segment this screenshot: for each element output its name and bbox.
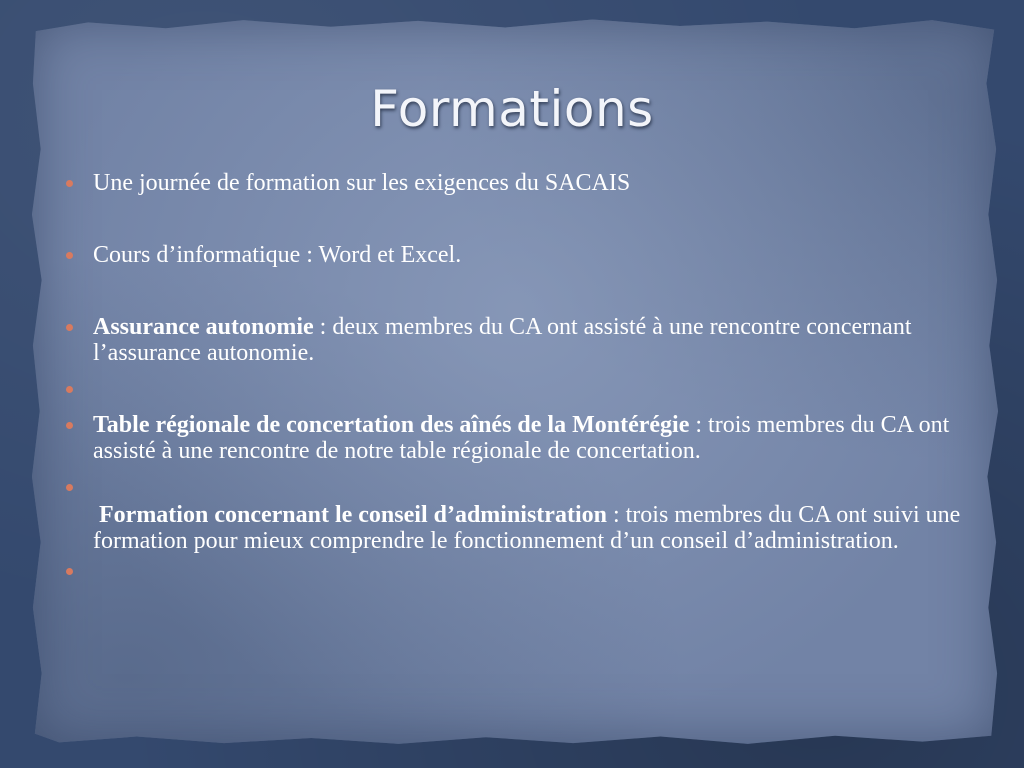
bullet-icon bbox=[66, 568, 73, 575]
bullet-bold-text: Formation concernant le conseil d’administration bbox=[99, 502, 607, 528]
list-item-empty bbox=[66, 558, 966, 584]
bullet-icon bbox=[66, 484, 73, 491]
list-item-empty bbox=[66, 376, 966, 402]
bullet-bold-text: Table régionale de concertation des aînés de la Montérégie bbox=[93, 412, 690, 438]
bullet-text: Une journée de formation sur les exigences du SACAIS bbox=[93, 170, 631, 196]
bullet-icon bbox=[66, 422, 73, 429]
list-item bbox=[66, 242, 966, 268]
list-item bbox=[66, 170, 966, 196]
list-item bbox=[66, 412, 966, 464]
bullet-bold-text: Assurance autonomie bbox=[93, 314, 314, 340]
bullet-text: Cours d’informatique : Word et Excel. bbox=[93, 242, 462, 268]
list-item-empty bbox=[66, 474, 966, 500]
bullet-icon bbox=[66, 252, 73, 259]
bullet-list bbox=[66, 170, 966, 584]
slide-title: Formations bbox=[370, 80, 654, 138]
bullet-text: : trois membres du CA ont suivi une formation pour mieux comprendre le fonctionnement d’un conseil d’administration. bbox=[93, 502, 961, 554]
bullet-text: : deux membres du CA ont assisté à une rencontre concernant l’assurance autonomie. bbox=[93, 314, 912, 366]
bullet-icon bbox=[66, 386, 73, 393]
list-item-continuation bbox=[66, 502, 966, 554]
bullet-icon bbox=[66, 180, 73, 187]
bullet-icon bbox=[66, 324, 73, 331]
bullet-text: : trois membres du CA ont assisté à une rencontre de notre table régionale de concertation. bbox=[93, 412, 950, 464]
list-item bbox=[66, 314, 966, 366]
